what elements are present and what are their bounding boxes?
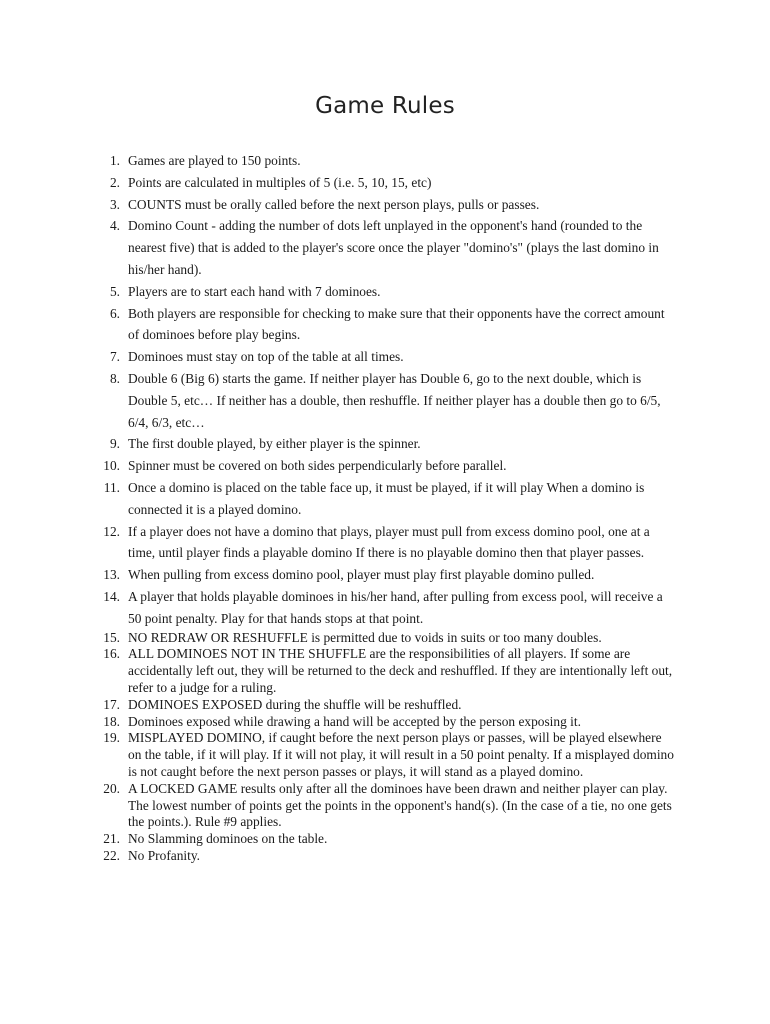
rule-number: 1. [109,153,120,168]
rule-number: 16. [103,646,120,662]
rule-item-7 [0,346,770,368]
rule-item-2 [0,172,770,194]
rule-text: Once a domino is placed on the table face up, it must be played, if it will play When a domino is connected it is a played domino. [128,479,645,517]
rule-text: If a player does not have a domino that plays, player must pull from excess domino pool, one at a time, until player finds a playable domino If there is no playable domino then that player passes. [128,523,650,561]
rule-item-17 [0,697,770,714]
rule-number: 9. [109,436,120,452]
rule-number: 21. [103,831,120,847]
rule-number: 18. [103,713,120,729]
rule-item-16 [0,646,770,696]
rule-text: MISPLAYED DOMINO, if caught before the next person plays or passes, will be played elsewhere on the table, if it will play. If it will not play, it will result in a 50 point penalty. If a misplayed domino is not caught before the next person passes or plays, it will stand as a played domino. [128,730,674,779]
rule-number: 15. [103,629,120,645]
rule-item-5 [0,281,770,303]
rule-number: 10. [103,458,120,474]
rule-item-9 [0,433,770,455]
rule-item-10 [0,455,770,477]
rule-item-20 [0,781,770,831]
rule-text: The first double played, by either player is the spinner. [128,436,421,452]
rule-item-19 [0,730,770,780]
rule-item-6 [0,303,770,347]
rule-text: NO REDRAW OR RESHUFFLE is permitted due to voids in suits or too many doubles. [128,629,602,645]
rules-list [0,150,770,865]
rule-text: No Slamming dominoes on the table. [128,831,328,847]
rule-number: 14. [103,588,120,604]
rule-number: 4. [109,218,120,234]
rule-text: DOMINOES EXPOSED during the shuffle will be reshuffled. [128,696,462,712]
rule-number: 3. [109,196,120,212]
rule-item-14 [0,586,770,630]
rule-text: Spinner must be covered on both sides perpendicularly before parallel. [128,458,507,474]
rule-text: No Profanity. [128,847,201,863]
rule-item-13 [0,564,770,586]
rule-text: COUNTS must be orally called before the next person plays, pulls or passes. [128,196,540,212]
rule-item-1 [0,150,770,172]
rule-number: 12. [103,523,120,539]
rule-item-4 [0,215,770,280]
rule-number: 2. [109,174,120,190]
rule-item-8 [0,368,770,433]
rule-text: Points are calculated in multiples of 5 (i.e. 5, 10, 15, etc) [128,174,432,190]
rule-item-3 [0,194,770,216]
rule-item-21 [0,831,770,848]
rule-number: 7. [109,349,120,365]
rule-number: 19. [103,730,120,746]
rule-text: Games are played to 150 points. [128,153,301,168]
rule-number: 22. [103,847,120,863]
rule-number: 17. [103,696,120,712]
rule-text: Players are to start each hand with 7 dominoes. [128,283,381,299]
rule-item-22 [0,848,770,865]
rule-item-11 [0,477,770,521]
rule-text: Dominoes exposed while drawing a hand will be accepted by the person exposing it. [128,713,581,729]
rule-text: A player that holds playable dominoes in his/her hand, after pulling from excess pool, will receive a 50 point penalty. Play for that hands stops at that point. [128,588,663,626]
rule-item-15 [0,630,770,647]
rule-number: 20. [103,780,120,796]
rule-text: When pulling from excess domino pool, player must play first playable domino pulled. [128,567,595,583]
rule-text: Both players are responsible for checking to make sure that their opponents have the correct amount of dominoes before play begins. [128,305,665,343]
rule-text: Double 6 (Big 6) starts the game. If neither player has Double 6, go to the next double, which is Double 5, etc… If neither has a double, then reshuffle. If neither player has a double then go to 6/5, 6/4, 6/3, etc… [128,370,661,430]
rule-text: Domino Count - adding the number of dots left unplayed in the opponent's hand (rounded to the nearest five) that is added to the player's score once the player "domino's" (plays the last domino in his/her hand). [128,218,659,277]
rule-number: 8. [109,370,120,386]
page-title: Game Rules [315,93,455,119]
rule-text: Dominoes must stay on top of the table at all times. [128,349,404,365]
rule-number: 11. [103,479,120,495]
rule-text: ALL DOMINOES NOT IN THE SHUFFLE are the responsibilities of all players. If some are accidentally left out, they will be returned to the deck and reshuffled. If they are intentionally left out, refer to a judge for a ruling. [128,646,673,695]
rule-number: 5. [109,283,120,299]
rule-item-12 [0,521,770,565]
rule-number: 13. [103,567,120,583]
rule-text: A LOCKED GAME results only after all the dominoes have been drawn and neither player can play. The lowest number of points get the points in the opponent's hand(s). (In the case of a tie, no one gets the points.). Rule #9 applies. [128,780,672,830]
rule-item-18 [0,714,770,731]
rule-number: 6. [109,305,120,321]
